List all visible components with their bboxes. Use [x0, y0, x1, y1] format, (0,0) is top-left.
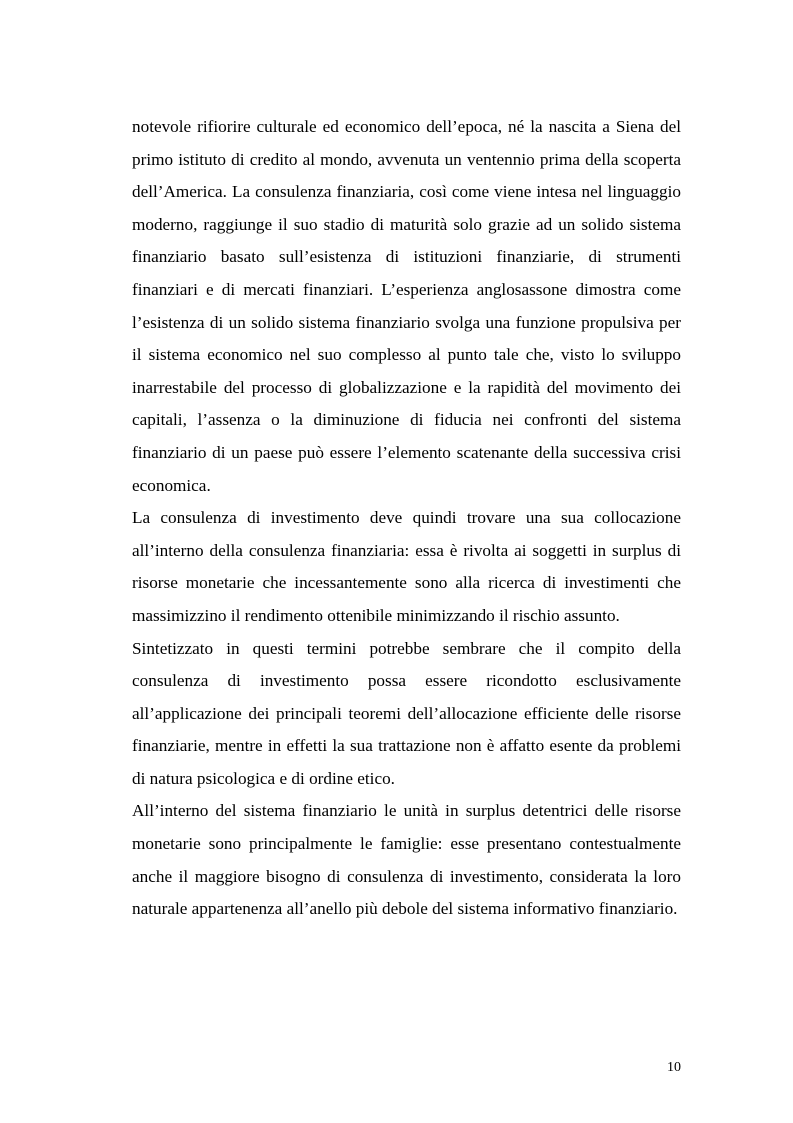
paragraph-3: Sintetizzato in questi termini potrebbe sembrare che il compito della consulenza di investimento possa essere ricondotto esclusivamente all’applicazione dei principali teoremi dell’allocazione efficiente delle risorse finanziarie, mentre in effetti la sua trattazione non è affatto esente da problemi di natura psicologica e di ordine etico. [132, 638, 681, 788]
paragraph-2: La consulenza di investimento deve quindi trovare una sua collocazione all’interno della consulenza finanziaria: essa è rivolta ai soggetti in surplus di risorse monetarie che incessantemente sono alla ricerca di investimenti che massimizzino il rendimento ottenibile minimizzando il rischio assunto. [132, 508, 681, 625]
page-number: 10 [667, 1060, 681, 1075]
paragraph-1: notevole rifiorire culturale ed economico dell’epoca, né la nascita a Siena del primo istituto di credito al mondo, avvenuta un ventennio prima della scoperta dell’America. La consulenza finanziaria, così come viene intesa nel linguaggio moderno, raggiunge il suo stadio di maturità solo grazie ad un solido sistema finanziario basato sull’esistenza di istituzioni finanziarie, di strumenti finanziari e di mercati finanziari. L’esperienza anglosassone dimostra come l’esistenza di un solido sistema finanziario svolga una funzione propulsiva per il sistema economico nel suo complesso al punto tale che, visto lo sviluppo inarrestabile del processo di globalizzazione e la rapidità del movimento dei capitali, l’assenza o la diminuzione di fiducia nei confronti del sistema finanziario di un paese può essere l’elemento scatenante della successiva crisi economica. [132, 117, 681, 495]
page-body [132, 111, 681, 926]
paragraph-4: All’interno del sistema finanziario le unità in surplus detentrici delle risorse monetarie sono principalmente le famiglie: esse presentano contestualmente anche il maggiore bisogno di consulenza di investimento, considerata la loro naturale appartenenza all’anello più debole del sistema informativo finanziario. [132, 801, 681, 919]
